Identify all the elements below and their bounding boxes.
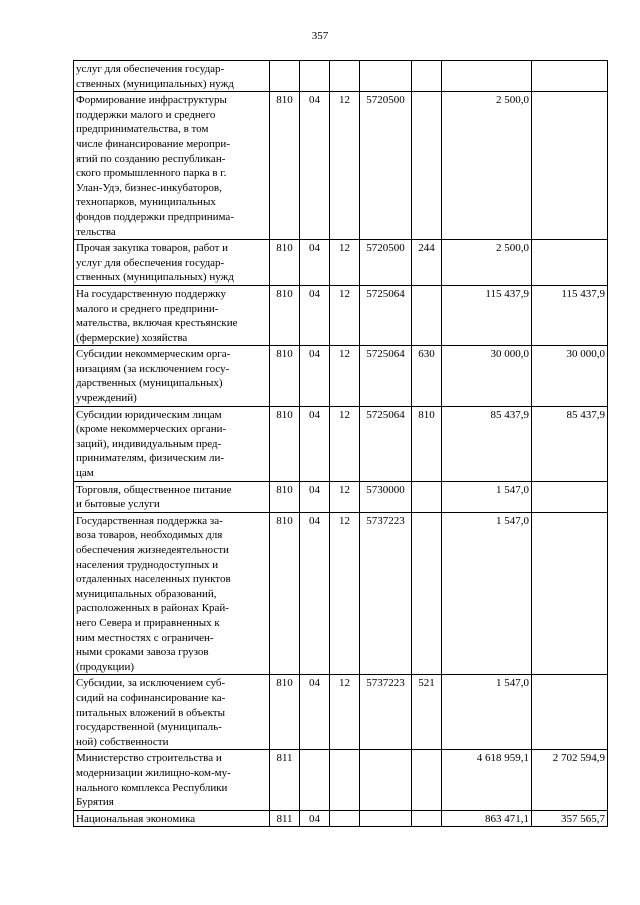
subvention-cell: 30 000,0	[532, 346, 608, 406]
subvention-cell: 357 565,7	[532, 810, 608, 827]
admin-code-cell: 810	[270, 346, 300, 406]
name-cell: Формирование инфраструктуры поддержки малого и среднего предпринимательства, в том числе финансирование меропри- ятий по созданию республикан- ского промышленного парка в г. Улан-Удэ, бизнес-инкубаторов, технопарков, муниципальных фондов поддержки предпринима- тельства	[74, 92, 270, 240]
name-cell: услуг для обеспечения государ- ственных (муниципальных) нужд	[74, 61, 270, 92]
admin-code-cell: 810	[270, 481, 300, 512]
amount-cell: 2 500,0	[442, 240, 532, 286]
name-cell: Субсидии некоммерческим орга- низациям (за исключением госу- дарственных (муниципальных) учреждений)	[74, 346, 270, 406]
admin-code-cell: 810	[270, 285, 300, 345]
amount-cell: 1 547,0	[442, 512, 532, 675]
subvention-cell	[532, 512, 608, 675]
table-row	[74, 92, 608, 240]
expense-type-cell: 810	[412, 406, 442, 481]
section-cell: 04	[300, 512, 330, 675]
subsection-cell: 12	[330, 675, 360, 750]
amount-cell: 85 437,9	[442, 406, 532, 481]
amount-cell	[442, 61, 532, 92]
section-cell: 04	[300, 240, 330, 286]
subsection-cell: 12	[330, 346, 360, 406]
subvention-cell	[532, 675, 608, 750]
admin-code-cell: 810	[270, 240, 300, 286]
target-article-cell	[360, 61, 412, 92]
section-cell	[300, 750, 330, 810]
table-row	[74, 240, 608, 286]
expense-type-cell	[412, 285, 442, 345]
subvention-cell	[532, 240, 608, 286]
target-article-cell: 5720500	[360, 92, 412, 240]
target-article-cell: 5737223	[360, 512, 412, 675]
target-article-cell: 5720500	[360, 240, 412, 286]
expense-type-cell	[412, 92, 442, 240]
target-article-cell	[360, 810, 412, 827]
expense-type-cell	[412, 810, 442, 827]
admin-code-cell: 811	[270, 750, 300, 810]
name-cell: Национальная экономика	[74, 810, 270, 827]
subvention-cell: 2 702 594,9	[532, 750, 608, 810]
table-row	[74, 512, 608, 675]
budget-table	[73, 60, 608, 827]
subvention-cell: 115 437,9	[532, 285, 608, 345]
section-cell: 04	[300, 285, 330, 345]
subsection-cell	[330, 61, 360, 92]
subsection-cell: 12	[330, 92, 360, 240]
subsection-cell: 12	[330, 285, 360, 345]
table-row	[74, 750, 608, 810]
subvention-cell	[532, 61, 608, 92]
section-cell: 04	[300, 481, 330, 512]
table-row	[74, 810, 608, 827]
name-cell: Прочая закупка товаров, работ и услуг для обеспечения государ- ственных (муниципальных) нужд	[74, 240, 270, 286]
admin-code-cell: 810	[270, 512, 300, 675]
expense-type-cell	[412, 481, 442, 512]
table-row	[74, 481, 608, 512]
subsection-cell	[330, 810, 360, 827]
amount-cell: 115 437,9	[442, 285, 532, 345]
name-cell: Субсидии, за исключением суб- сидий на софинансирование ка- питальных вложений в объекты государственной (муниципаль- ной) собственности	[74, 675, 270, 750]
amount-cell: 1 547,0	[442, 675, 532, 750]
subvention-cell: 85 437,9	[532, 406, 608, 481]
amount-cell: 2 500,0	[442, 92, 532, 240]
target-article-cell: 5730000	[360, 481, 412, 512]
amount-cell: 4 618 959,1	[442, 750, 532, 810]
target-article-cell: 5725064	[360, 406, 412, 481]
admin-code-cell: 810	[270, 675, 300, 750]
subsection-cell	[330, 750, 360, 810]
subsection-cell: 12	[330, 406, 360, 481]
table-row	[74, 406, 608, 481]
table-row	[74, 285, 608, 345]
section-cell: 04	[300, 346, 330, 406]
name-cell: Министерство строительства и модернизации жилищно-ком-му- нального комплекса Республики Бурятия	[74, 750, 270, 810]
target-article-cell: 5725064	[360, 346, 412, 406]
expense-type-cell	[412, 512, 442, 675]
expense-type-cell: 630	[412, 346, 442, 406]
section-cell: 04	[300, 675, 330, 750]
table-row	[74, 346, 608, 406]
section-cell: 04	[300, 810, 330, 827]
amount-cell: 1 547,0	[442, 481, 532, 512]
admin-code-cell: 810	[270, 92, 300, 240]
target-article-cell: 5737223	[360, 675, 412, 750]
subvention-cell	[532, 92, 608, 240]
name-cell: Субсидии юридическим лицам (кроме некоммерческих органи- заций), индивидуальным пред- принимателям, физическим ли- цам	[74, 406, 270, 481]
name-cell: На государственную поддержку малого и среднего предприни- мательства, включая крестьянские (фермерские) хозяйства	[74, 285, 270, 345]
admin-code-cell: 811	[270, 810, 300, 827]
expense-type-cell	[412, 61, 442, 92]
amount-cell: 863 471,1	[442, 810, 532, 827]
amount-cell: 30 000,0	[442, 346, 532, 406]
subsection-cell: 12	[330, 481, 360, 512]
table-row	[74, 61, 608, 92]
table-row	[74, 675, 608, 750]
expense-type-cell	[412, 750, 442, 810]
section-cell: 04	[300, 92, 330, 240]
subsection-cell: 12	[330, 512, 360, 675]
target-article-cell	[360, 750, 412, 810]
section-cell	[300, 61, 330, 92]
expense-type-cell: 521	[412, 675, 442, 750]
target-article-cell: 5725064	[360, 285, 412, 345]
page-number: 357	[311, 30, 329, 42]
section-cell: 04	[300, 406, 330, 481]
admin-code-cell: 810	[270, 406, 300, 481]
subsection-cell: 12	[330, 240, 360, 286]
name-cell: Государственная поддержка за- воза товаров, необходимых для обеспечения жизнедеятельности населения труднодоступных и отдаленных населенных пунктов муниципальных образований, расположенных в районах Край- него Севера и приравненных к ним местностях с ограничен- ными сроками завоза грузов (продукции)	[74, 512, 270, 675]
expense-type-cell: 244	[412, 240, 442, 286]
name-cell: Торговля, общественное питание и бытовые услуги	[74, 481, 270, 512]
subvention-cell	[532, 481, 608, 512]
admin-code-cell	[270, 61, 300, 92]
